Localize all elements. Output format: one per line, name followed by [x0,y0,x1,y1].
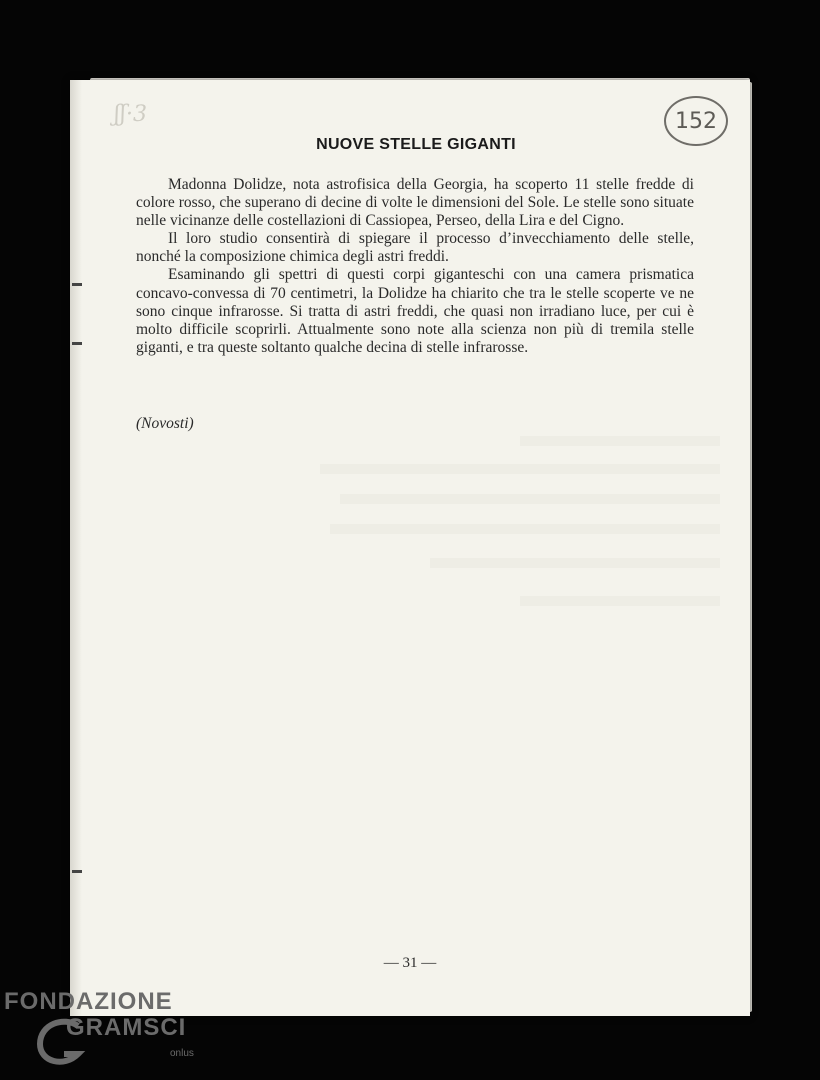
staple [72,342,82,345]
bleed-through [430,558,720,568]
page-number: — 31 — [383,955,437,971]
archive-number: 152 [675,108,717,134]
watermark-logo [4,988,204,1072]
paragraph: Esaminando gli spettri di questi corpi giganteschi con una camera prismatica concavo-convessa di 70 centimetri, la Dolidze ha chiarito che tra le stelle scoperte ve ne sono cinque infrarosse. Si tratta di astri freddi, che quasi non irradiano luce, per cui è molto difficile scoprirli. Attualmente sono note alla scienza non più di tremila stelle giganti, e tra queste soltanto qualche decina di stelle infrarosse. [136,266,694,356]
bleed-through [520,436,720,446]
staple [72,283,82,286]
source-credit: (Novosti) [136,415,194,432]
watermark-line1: FONDAZIONE [4,988,173,1015]
bleed-through [520,596,720,606]
paragraph: Il loro studio consentirà di spiegare il processo d’invecchiamento delle stelle, nonché la composizione chimica degli astri freddi. [136,230,694,266]
page-spine [70,80,82,1016]
bleed-through [330,524,720,534]
bleed-through [340,494,720,504]
staple [72,870,82,873]
article-title: NUOVE STELLE GIGANTI [316,136,516,153]
article-body [136,176,694,357]
paragraph: Madonna Dolidze, nota astrofisica della Georgia, ha scoperto 11 stelle fredde di colore rosso, che superano di decine di volte le dimensioni del Sole. Le stelle sono situate nelle vicinanze delle costellazioni di Cassiopea, Perseo, della Lira e del Cigno. [136,176,694,230]
pencil-mark: ʃʃ·3 [114,102,147,127]
watermark-line2: GRAMSCI [66,1014,187,1041]
watermark-line3: onlus [170,1048,194,1059]
bleed-through [320,464,720,474]
